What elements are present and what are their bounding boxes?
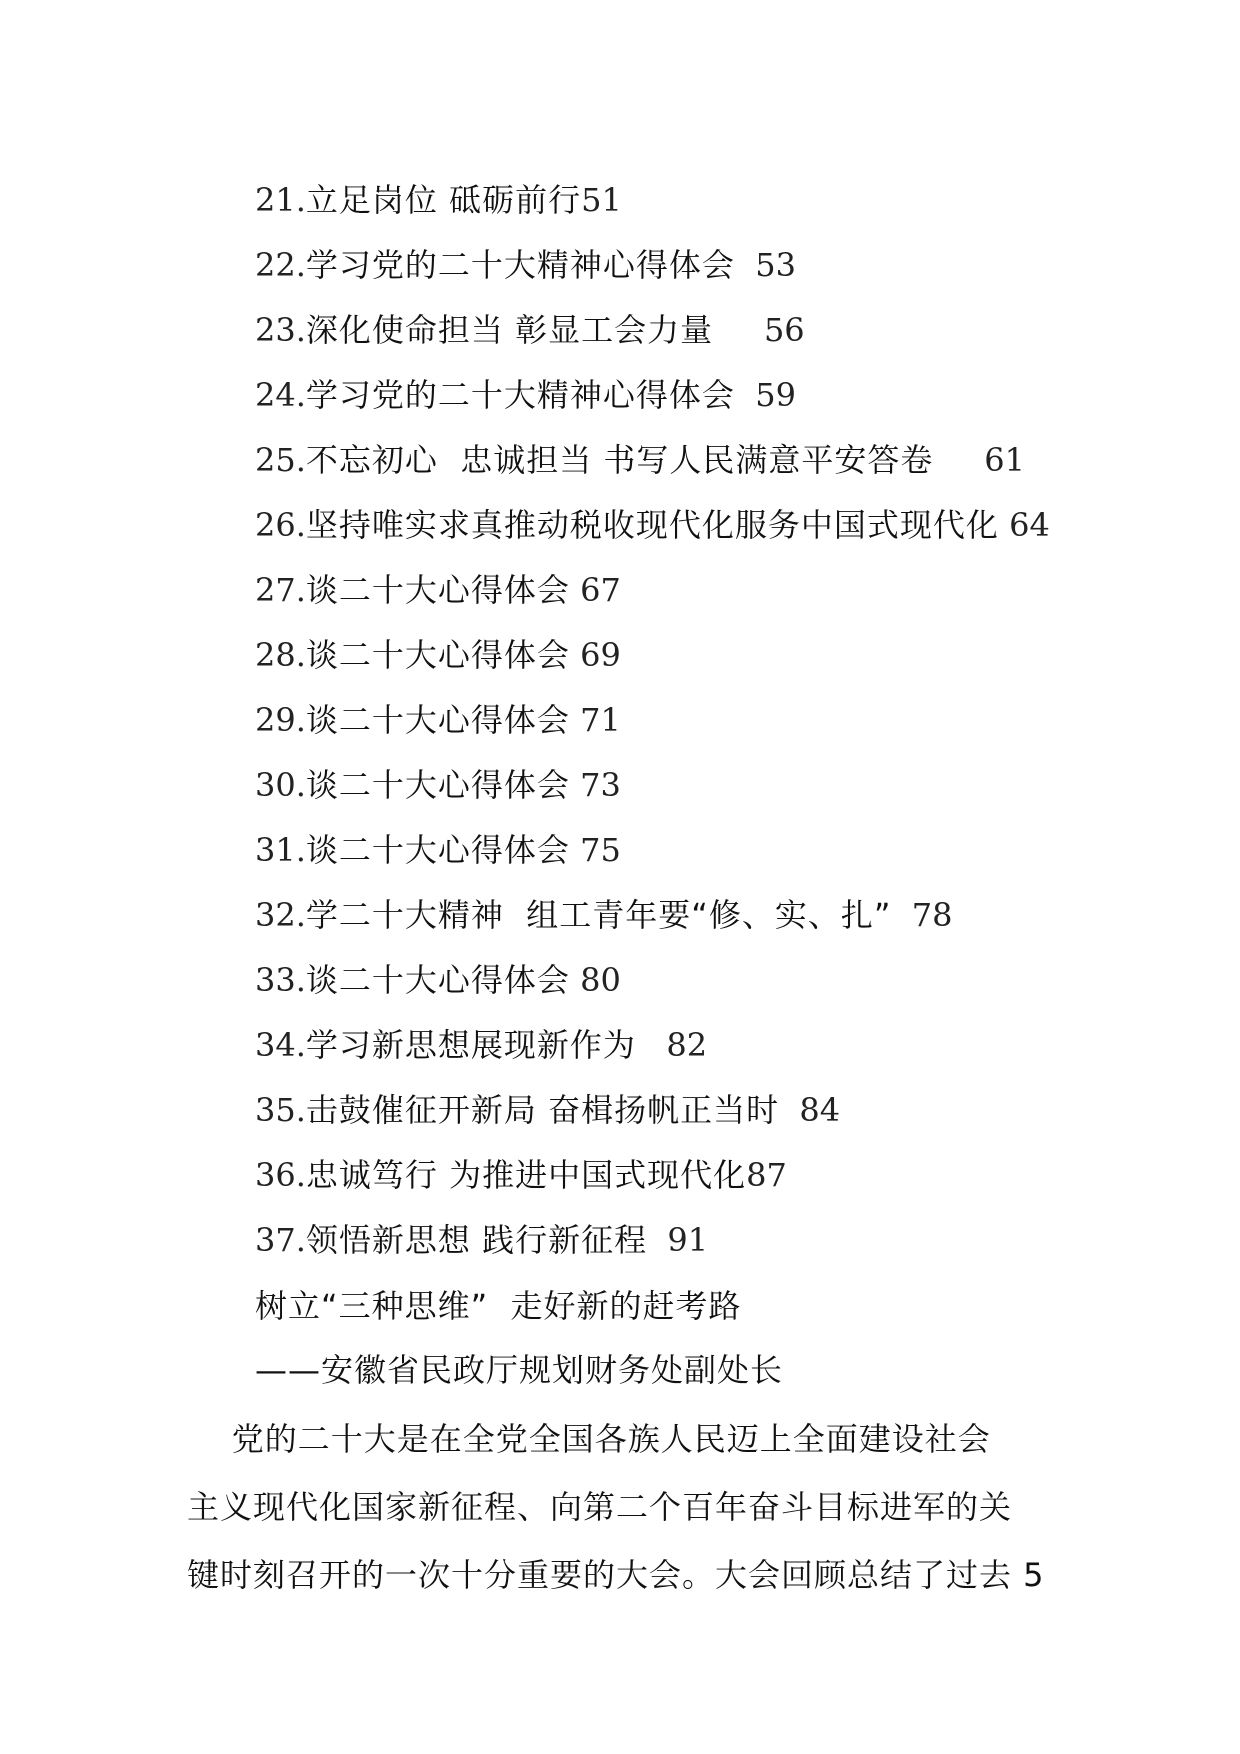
- toc-title: 谈二十大心得体会: [305, 701, 570, 739]
- toc-number: 21.: [255, 181, 306, 219]
- toc-item[interactable]: [255, 363, 1155, 428]
- toc-item[interactable]: [255, 493, 1155, 558]
- toc-title: 立足岗位 砥砺前行: [305, 181, 582, 219]
- toc-title: 领悟新思想 践行新征程: [305, 1221, 648, 1259]
- toc-item[interactable]: [255, 1208, 1155, 1273]
- toc-number: 37.: [255, 1221, 306, 1259]
- toc-number: 29.: [255, 701, 306, 739]
- toc-page-number: 82: [666, 1026, 708, 1064]
- toc-number: 27.: [255, 571, 306, 609]
- toc-item[interactable]: [255, 688, 1155, 753]
- toc-number: 34.: [255, 1026, 306, 1064]
- toc-number: 22.: [255, 246, 306, 284]
- toc-item[interactable]: [255, 298, 1155, 363]
- body-line: 主义现代化国家新征程、向第二个百年奋斗目标进军的关: [187, 1488, 1013, 1526]
- toc-number: 31.: [255, 831, 306, 869]
- toc-title: 谈二十大心得体会: [305, 571, 570, 609]
- toc-page-number: 59: [755, 376, 796, 414]
- toc-number: 25.: [255, 441, 306, 479]
- toc-number: 24.: [255, 376, 306, 414]
- toc-item[interactable]: [255, 623, 1155, 688]
- toc-item[interactable]: [255, 428, 1155, 493]
- toc-item[interactable]: [255, 948, 1155, 1013]
- toc-page-number: 67: [580, 571, 621, 609]
- toc-page-number: 87: [746, 1156, 787, 1194]
- toc-item[interactable]: [255, 233, 1155, 298]
- toc-page-number: 80: [580, 961, 621, 999]
- article-subtitle: ——安徽省民政厅规划财务处副处长: [255, 1351, 784, 1389]
- toc-number: 35.: [255, 1091, 306, 1129]
- toc-page-number: 75: [580, 831, 621, 869]
- toc-number: 28.: [255, 636, 306, 674]
- toc-page-number: 56: [763, 311, 805, 349]
- toc-number: 26.: [255, 506, 306, 544]
- toc-item[interactable]: [255, 883, 1155, 948]
- toc-title: 谈二十大心得体会: [305, 766, 570, 804]
- toc-title: 学习党的二十大精神心得体会: [305, 376, 735, 414]
- toc-title: 学习党的二十大精神心得体会: [305, 246, 735, 284]
- body-line: 键时刻召开的一次十分重要的大会。大会回顾总结了过去 5: [187, 1556, 1045, 1594]
- toc-item[interactable]: [255, 1078, 1155, 1143]
- toc-item[interactable]: [255, 1013, 1155, 1078]
- body-line: 党的二十大是在全党全国各族人民迈上全面建设社会: [187, 1420, 991, 1458]
- toc-number: 36.: [255, 1156, 306, 1194]
- toc-page-number: 53: [755, 246, 796, 284]
- toc-title: 深化使命担当 彰显工会力量: [305, 311, 714, 349]
- article-title: 树立“三种思维” 走好新的赶考路: [255, 1287, 742, 1325]
- toc-page-number: 73: [580, 766, 621, 804]
- toc-title: 坚持唯实求真推动税收现代化服务中国式现代化: [305, 506, 999, 544]
- toc-page-number: 71: [580, 701, 621, 739]
- toc-title: 谈二十大心得体会: [305, 831, 570, 869]
- toc-page-number: 51: [581, 181, 622, 219]
- article-body: [187, 1405, 1057, 1609]
- toc-number: 23.: [255, 311, 306, 349]
- toc-title: 击鼓催征开新局 奋楫扬帆正当时: [305, 1091, 780, 1129]
- toc-title: 谈二十大心得体会: [305, 961, 570, 999]
- toc-page-number: 91: [667, 1221, 709, 1259]
- toc-number: 30.: [255, 766, 306, 804]
- toc-page-number: 61: [984, 441, 1025, 479]
- toc-title: 不忘初心 忠诚担当 书写人民满意平安答卷: [305, 441, 934, 479]
- toc-number: 33.: [255, 961, 306, 999]
- toc-title: 学习新思想展现新作为: [305, 1026, 636, 1064]
- toc-title: 谈二十大心得体会: [305, 636, 570, 674]
- toc-title: 学二十大精神 组工青年要“修、实、扎”: [305, 896, 892, 934]
- toc-number: 32.: [255, 896, 306, 934]
- toc-item[interactable]: [255, 558, 1155, 623]
- table-of-contents: [255, 168, 1155, 1273]
- toc-item[interactable]: [255, 753, 1155, 818]
- toc-page-number: 69: [580, 636, 621, 674]
- toc-title: 忠诚笃行 为推进中国式现代化: [305, 1156, 747, 1194]
- toc-page-number: 64: [1009, 506, 1050, 544]
- toc-page-number: 78: [911, 896, 953, 934]
- toc-page-number: 84: [799, 1091, 841, 1129]
- toc-item[interactable]: [255, 1143, 1155, 1208]
- toc-item[interactable]: [255, 818, 1155, 883]
- toc-item[interactable]: [255, 168, 1155, 233]
